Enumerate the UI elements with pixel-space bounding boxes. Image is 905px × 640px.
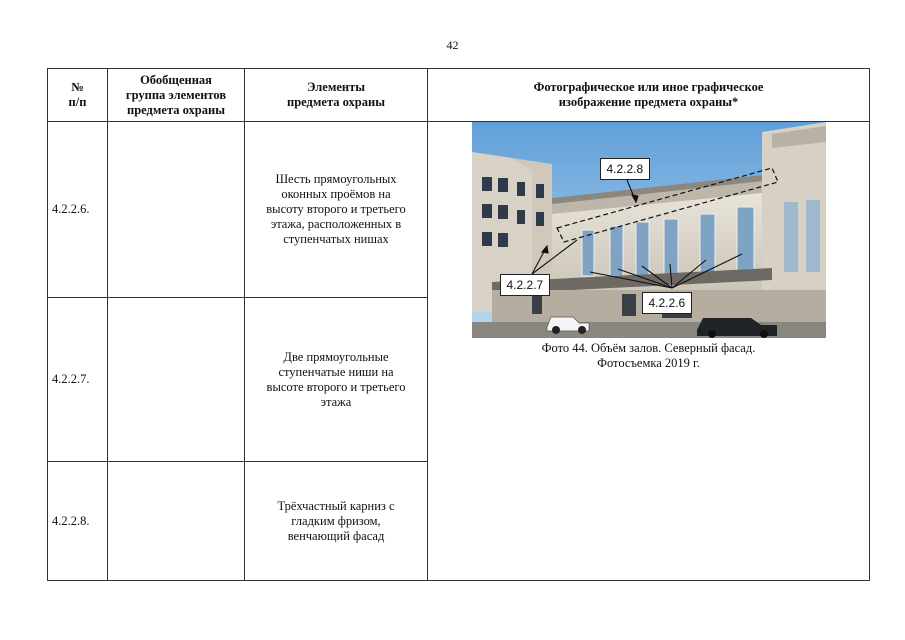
callout-label: 4.2.2.6: [642, 292, 693, 314]
row-elements-line: высоту второго и третьего: [266, 202, 406, 216]
header-group-line: группа элементов: [125, 87, 227, 102]
header-elements-line: Элементы: [306, 80, 366, 94]
callout-label: 4.2.2.7: [500, 274, 551, 296]
table-header-row: [48, 69, 870, 122]
header-photo-line: Фотографическое или иное графическое: [533, 80, 764, 94]
row-elements: [245, 122, 428, 298]
row-elements-line: Шесть прямоугольных: [275, 172, 397, 186]
photo-caption-line: Фотосъемка 2019 г.: [597, 356, 700, 370]
row-elements-line: Трёхчастный карниз с: [277, 498, 395, 513]
row-elements-line: оконных проёмов на: [281, 187, 391, 201]
protection-table: [47, 68, 870, 581]
row-elements-line: Две прямоугольные: [283, 349, 389, 364]
row-group: [108, 462, 245, 581]
row-group: [108, 298, 245, 462]
photo-cell: [428, 122, 870, 581]
row-elements-line: этажа, расположенных в: [270, 217, 402, 231]
row-elements-line: венчающий фасад: [287, 528, 385, 543]
header-photo-line: изображение предмета охраны*: [558, 95, 739, 109]
header-group-line: предмета охраны: [127, 102, 225, 117]
row-number: 4.2.2.7.: [48, 298, 108, 462]
header-photo: [428, 69, 870, 122]
header-elements: [245, 69, 428, 122]
header-group-line: Обобщенная: [140, 72, 212, 87]
row-elements-line: высоте второго и третьего: [266, 379, 406, 394]
row-elements: [245, 298, 428, 462]
callout-label: 4.2.2.8: [600, 158, 651, 180]
photo-caption: [432, 341, 865, 371]
row-group: [108, 122, 245, 298]
header-num: [48, 69, 108, 122]
row-elements: [245, 462, 428, 581]
header-elements-line: предмета охраны: [287, 95, 385, 109]
row-elements-line: гладким фризом,: [291, 513, 381, 528]
page-number: 42: [446, 38, 459, 52]
row-elements-line: ступенчатые ниши на: [278, 364, 394, 379]
header-num-line: №: [71, 80, 84, 94]
facade-photo: [472, 122, 826, 338]
header-num-line: п/п: [68, 95, 87, 109]
row-number: 4.2.2.8.: [48, 462, 108, 581]
row-elements-line: этажа: [320, 394, 352, 409]
photo-caption-line: Фото 44. Объём залов. Северный фасад.: [541, 341, 756, 355]
header-group: [108, 69, 245, 122]
row-number: 4.2.2.6.: [48, 122, 108, 298]
row-elements-line: ступенчатых нишах: [283, 232, 389, 246]
table-row: [48, 122, 870, 298]
